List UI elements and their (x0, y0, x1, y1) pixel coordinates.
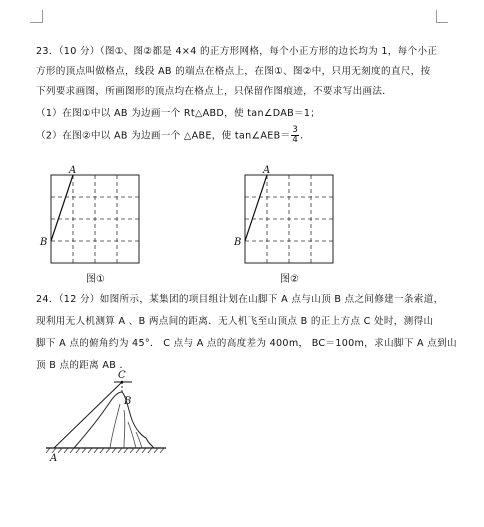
crop-mark-top-left-h (30, 22, 42, 23)
point-a-label: A (69, 165, 77, 176)
point-a-label: A (50, 453, 58, 464)
question-24 (36, 289, 457, 377)
question-24-line-2: 现利用无人机测算 A 、B 两点间的距离．无人机飞至山顶点 B 的正上方点 C 处时，测得山 (36, 316, 434, 327)
question-23-item-1: （1）在图①中以 AB 为边画一个 Rt△ABD，使 tan∠DAB＝1； (36, 108, 321, 119)
question-23-line-1: 23．（10 分）（图①、图②都是 4×4 的正方形网格，每个小正方形的边长均为 1，每个小正 (36, 46, 438, 57)
question-23-item-2-end: ． (300, 130, 310, 142)
segment-ab (51, 175, 73, 241)
question-23-item-2-text: （2）在图②中以 AB 为边画一个 △ABE，使 tan∠AEB＝ (36, 130, 291, 142)
fraction-denominator: 4 (292, 135, 299, 145)
figure-2-caption: 图② (280, 274, 299, 285)
point-b-label: B (40, 237, 48, 248)
question-24-line-4: 顶 B 点的距离 AB ． (36, 360, 130, 371)
fraction-numerator: 3 (292, 125, 299, 135)
question-23 (36, 42, 454, 146)
point-c-label: C (118, 370, 126, 381)
question-24-line-3: 脚下 A 点的俯角约为 45°． C 点与 A 点的高度差为 400m， BC＝100m，求山脚下 A 点到山 (36, 338, 457, 349)
mountain-outline (74, 392, 154, 448)
crop-mark-top-right-v (436, 10, 437, 23)
figure-2-grid (234, 164, 354, 294)
mountain-figure (40, 370, 170, 464)
point-a-label: A (263, 165, 271, 176)
figure-1-grid (40, 164, 160, 294)
fraction (291, 126, 299, 145)
question-24-line-1: 24．（12 分）如图所示，某集团的项目组计划在山脚下 A 点与山顶 B 点之间修建一条索道， (36, 294, 444, 305)
segment-ab (245, 175, 267, 241)
question-23-line-2: 方形的顶点叫做格点，线段 AB 的端点在格点上，在图①、图②中，只用无刻度的直尺，按 (36, 66, 431, 77)
crop-mark-top-left-v (42, 10, 43, 23)
point-b-label: B (124, 396, 132, 407)
figure-1-caption: 图① (86, 274, 105, 285)
question-23-item-2 (36, 126, 454, 146)
question-23-line-3: 下列要求画图，所画图形的顶点均在格点上，只保留作图痕迹，不要求写出画法． (36, 86, 393, 97)
point-b-label: B (234, 237, 242, 248)
crop-mark-top-right-h (436, 22, 448, 23)
